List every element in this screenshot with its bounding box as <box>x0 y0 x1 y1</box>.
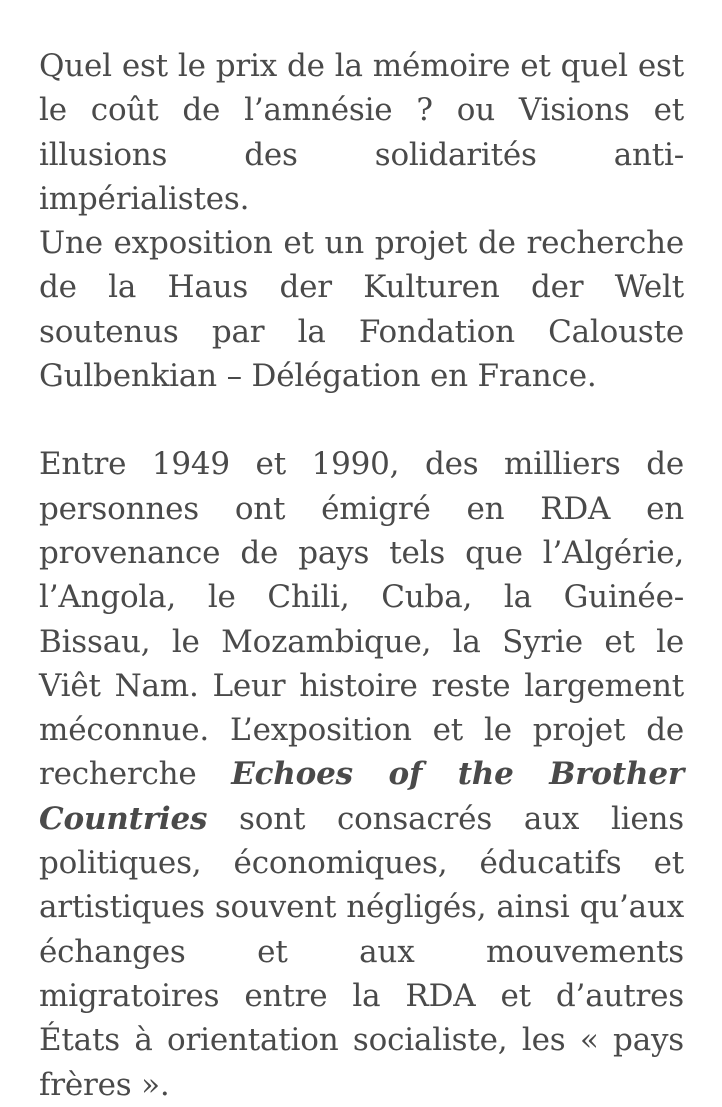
intro-heading <box>39 44 684 221</box>
intro-heading-text: Quel est le prix de la mémoire et quel est le coût de l’amnésie ? ou Visions et illusions des solidarités anti-impérialistes. <box>39 48 684 217</box>
body-text-after-title: sont consacrés aux liens politiques, économiques, éducatifs et artistiques souvent négligés, ainsi qu’aux échanges et aux mouvements migratoires entre la RDA et d’autres États à orientation socialiste, les « pays frères ». <box>39 800 684 1103</box>
paragraph-gap <box>39 398 684 442</box>
intro-support <box>39 221 684 398</box>
intro-support-text: Une exposition et un projet de recherche de la Haus der Kulturen der Welt soutenus par la Fondation Calouste Gulbenkian – Délégation en France. <box>39 225 684 395</box>
body-text-before-title: Entre 1949 et 1990, des milliers de personnes ont émigré en RDA en provenance de pays tels que l’Algérie, l’Angola, le Chili, Cuba, la Guinée-Bissau, le Mozambique, la Syrie et le Viêt Nam. Leur histoire reste largement méconnue. L’exposition et le projet de recherche <box>39 446 684 793</box>
body-paragraph <box>39 442 684 1106</box>
article-text <box>39 44 684 1107</box>
project-title: Echoes of the Brother Countries <box>39 756 684 837</box>
